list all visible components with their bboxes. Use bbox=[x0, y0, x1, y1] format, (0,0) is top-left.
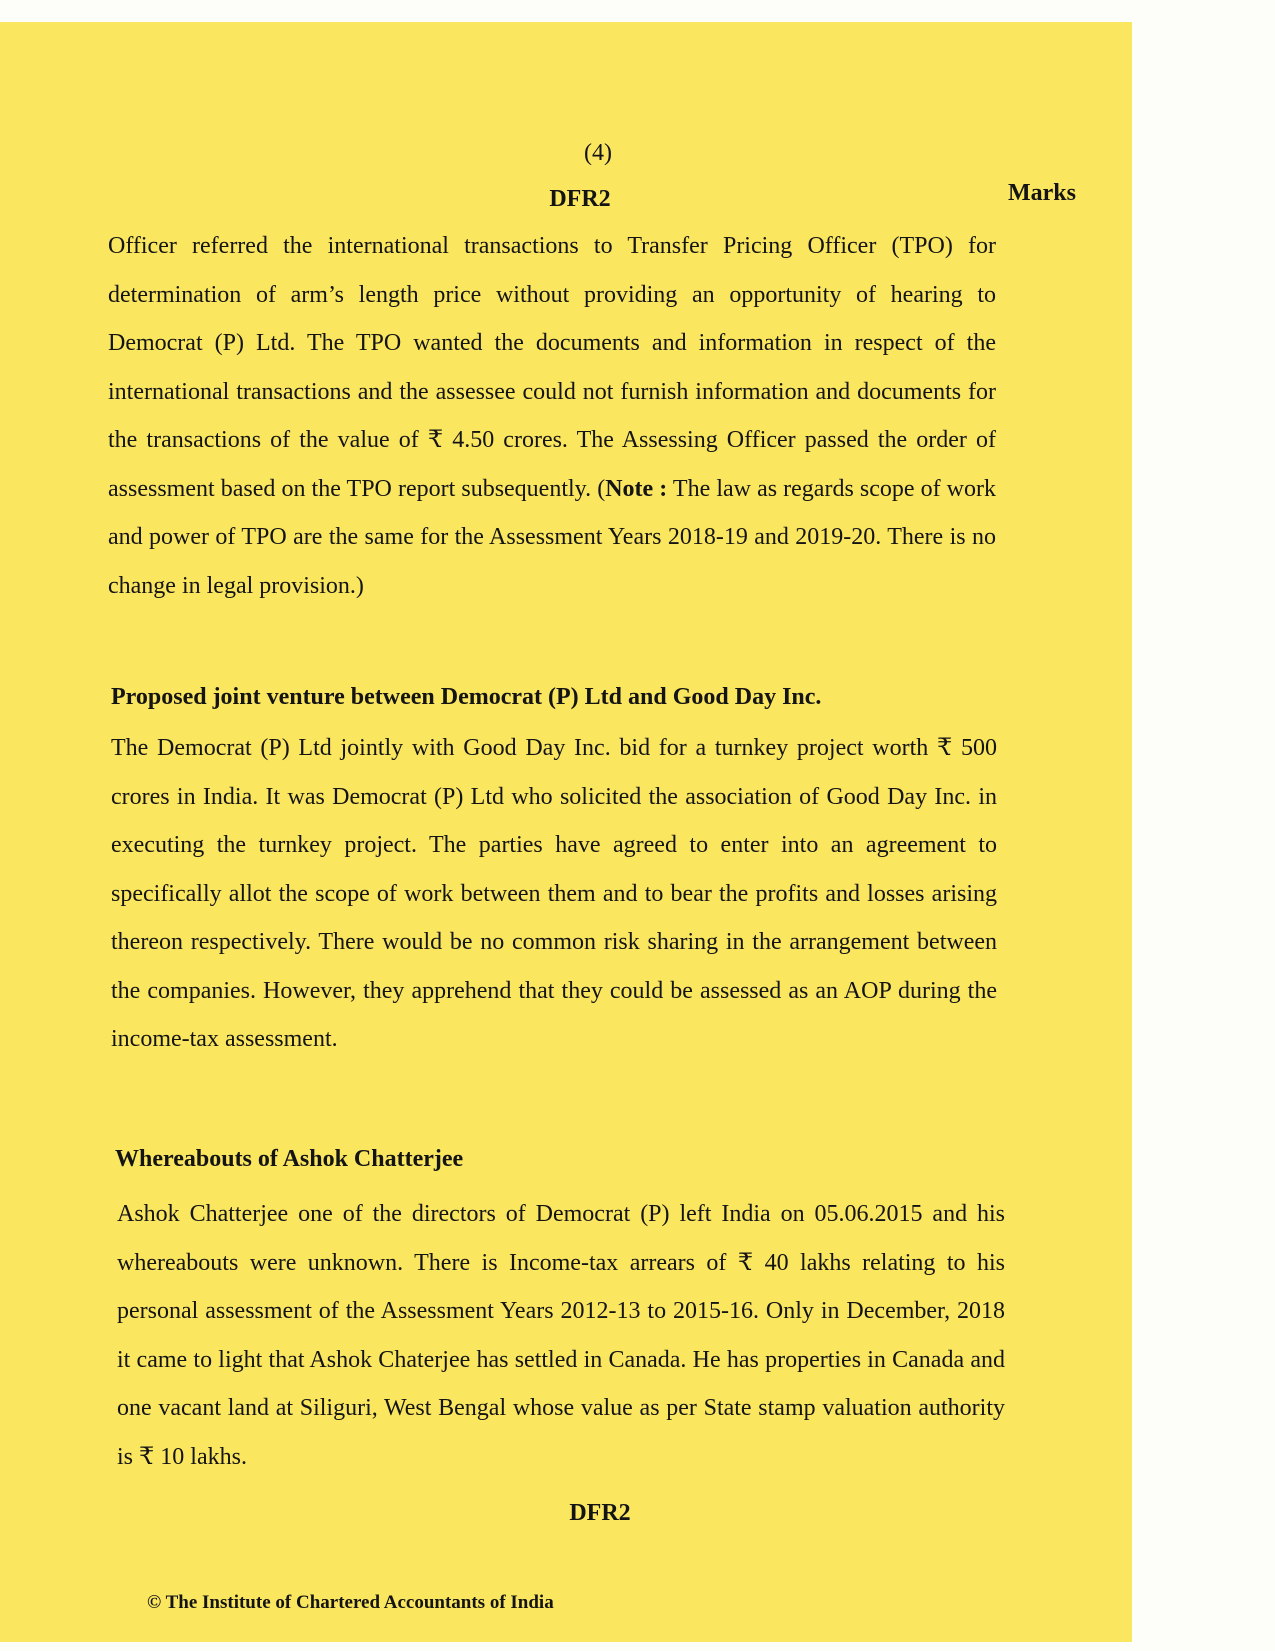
copyright-notice: © The Institute of Chartered Accountants of India bbox=[147, 1592, 554, 1613]
note-open: ( bbox=[591, 475, 606, 502]
section-heading-whereabouts: Whereabouts of Ashok Chatterjee bbox=[115, 1146, 464, 1172]
marks-label: Marks bbox=[1008, 180, 1076, 206]
paper-code-footer: DFR2 bbox=[569, 1500, 631, 1526]
joint-venture-text: The Democrat (P) Ltd jointly with Good Day Inc. bid for a turnkey project worth ₹ 500 crores in India. It was Democrat (P) Ltd who solicited the association of Good Day Inc. in executing the turnkey project. The parties have agreed to enter into an agreement to specifically allot the scope of work between them and to bear the profits and losses arising thereon respectively. There would be no common risk sharing in the arrangement between the companies. However, they apprehend that they could be assessed as an AOP during the income-tax assessment. bbox=[111, 735, 997, 1052]
section-heading-joint-venture: Proposed joint venture between Democrat (P) Ltd and Good Day Inc. bbox=[111, 684, 822, 710]
continued-paragraph bbox=[108, 222, 996, 610]
note-label: Note : bbox=[605, 475, 668, 502]
whereabouts-text: Ashok Chatterjee one of the directors of Democrat (P) left India on 05.06.2015 and his whereabouts were unknown. There is Income-tax arrears of ₹ 40 lakhs relating to his personal assessment of the Assessment Years 2012-13 to 2015-16. Only in December, 2018 it came to light that Ashok Chaterjee has settled in Canada. He has properties in Canada and one vacant land at Siliguri, West Bengal whose value as per State stamp valuation authority is ₹ 10 lakhs. bbox=[117, 1201, 1005, 1470]
paper-code-header: DFR2 bbox=[549, 186, 611, 212]
exam-page bbox=[0, 22, 1132, 1642]
page-number: (4) bbox=[584, 140, 612, 166]
whereabouts-paragraph bbox=[117, 1190, 1005, 1481]
note-text: The law as regards scope of work and power of TPO are the same for the Assessment Years 2018-19 and 2019-20. There is no change in legal provision.) bbox=[108, 475, 997, 599]
joint-venture-paragraph bbox=[111, 724, 997, 1064]
continued-text: Officer referred the international transactions to Transfer Pricing Officer (TPO) for determination of arm’s length price without providing an opportunity of hearing to Democrat (P) Ltd. The TPO wanted the documents and information in respect of the international transactions and the assessee could not furnish information and documents for the transactions of the value of ₹ 4.50 crores. The Assessing Officer passed the order of assessment based on the TPO report subsequently. bbox=[108, 233, 996, 502]
